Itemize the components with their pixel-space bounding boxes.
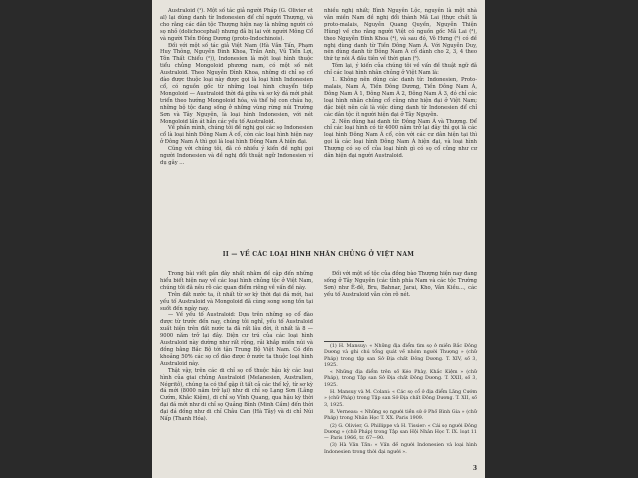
- paragraph: — Về yếu tố Australoid: Dựa trên những sọ cổ đào được từ trước đến nay, chúng tôi nghĩ, yếu tố Australoid xuất hiện trên đất nước ta đã rất lâu đời, ít nhất là 8 — 9000 năm trở lại đây. Diện cư trú của các loại hình Australoid này dường như rất rộng, rải khắp miền núi và đồng bằng Bắc Bộ tới tận Trung Bộ Việt Nam. Có đến khoảng 50% các sọ cổ đào được ở nước ta thuộc loại hình Australoid này.: [160, 312, 313, 367]
- paragraph: Trên đất nước ta, ít nhất từ sơ kỳ thời đại đá mới, hai yếu tố Australoid và Mongoloid đã cùng song song tồn tại suốt đến ngày nay.: [160, 291, 313, 312]
- right-column-top: [324, 8, 477, 160]
- page-number: 3: [472, 465, 477, 472]
- paragraph: Trong bài viết gần đây nhất nhằm đề cập đến những hiểu biết hiện nay về các loại hình chủng tộc ở Việt Nam, chúng tôi đã nêu rõ các quan điểm riêng về vấn đề này.: [160, 271, 313, 291]
- paragraph: Australoid (¹). Một số tác giả người Pháp (G. Olivier et al) lại dùng danh từ Indonesien để chỉ người Thượng, và cho rằng các dân tộc Thượng hiện nay là những người có sọ nhỏ (dolichocephal) nhưng đã bị lai với người Mông Cổ và người Tiền Đông Dương (proto-Indochinois).: [160, 8, 313, 42]
- paragraph: 2. Nên dùng hai danh từ: Đông Nam Á và Thượng. Để chỉ các loại hình có từ 4000 năm trở lại đây thì gọi là các loại hình Đông Nam Á cổ, còn với các cư dân hiện tại thì gọi là các loại hình Đông Nam Á hiện đại, và loại hình Thượng có sọ cổ của loại hình gì có sọ cổ cũng như cư dân hiện đại người Australoid.: [324, 118, 477, 160]
- left-column-bottom: [160, 271, 313, 423]
- footnotes: [324, 344, 477, 457]
- paragraph: Cũng với chúng tôi, đã có nhiều ý kiến đề nghị gọi người Indonesien và đề nghị đổi thuật ngữ Indonesien ví dụ gây ...: [160, 146, 313, 166]
- footnote: H. Mansuy và M. Colani: « Các sọ cổ ở địa điểm Lãng Cướm » (chữ Pháp) trong Tập san Sở Địa chất Đông Dương. T. XII, số 3, 1925.: [324, 390, 477, 408]
- paragraph: Đối với một số tộc của đồng bào Thượng hiện nay đang sống ở Tây Nguyên (các tỉnh phía Nam và các tộc Trường Sơn) như Ê-đê, Bru, Bahnar, Jarai, Kho, Vân Kiều..., các yếu tố Australoid vẫn còn rõ nét.: [324, 271, 477, 298]
- footnote-divider: [324, 341, 364, 342]
- footnote: (3) Hà Văn Tấn: « Vấn đề người Indonesien và loại hình Indonesien trong thời đại người ».: [324, 443, 477, 455]
- footnote: (1) H. Mansuy: « Những địa điểm tìm sọ ở miền Bắc Đông Dương và ghi chú tổng quát về nhóm người Thượng » (chữ Pháp) trong tập san Sở Địa chất Đông Dương. T. XIV, số 3, 1925.: [324, 344, 477, 368]
- footnote: R. Verneau: « Những sọ người tiền sử ở Phố Bình Gia » (chữ Pháp) trong Nhân Học T. XX. Paris 1909.: [324, 409, 477, 422]
- paragraph: Đối với một số tác giả Việt Nam (Hà Văn Tấn, Phạm Huy Thông, Nguyễn Đình Khoa, Trần Anh, Vũ Tiến Lợi, Tôn Thất Chiểu (²)), Indonesien là một loại hình thuộc tiểu chủng Mongoloid phương nam, có một số nét Australoid. Theo Nguyễn Đình Khoa, những di chỉ sọ cổ đào được thuộc loại này được gọi là loại hình Indonesien cổ, có nguồn gốc từ những loại hình chuyển tiếp Mongoloid — Australoid thời đá giữa và sơ kỳ đá mới phát triển theo hướng Mongoloid hóa, và thể hệ con cháu họ, những bộ tộc đang sống ở những vùng rừng núi Trường Sơn và Tây Nguyên, là loại hình Indonesien, với nét Mongoloid lấn át hẳn các yếu tố Australoid.: [160, 42, 313, 125]
- paragraph: nhiều nghị nhất; Bình Nguyên Lộc, nguyên là một nhà văn miền Nam đề nghị đổi thành Mã Lai (thực chất là proto-malais, Nguyễn Quang Quyền, Nguyễn Thiện Hùng) về cho rằng người Việt có nguồn gốc Mã Lai (³), theo Nguyễn Đình Khoa (⁴), và sau đó, Võ Hưng (⁵) có đề nghị dùng danh từ Tiền Đông Nam Á. Với Nguyễn Duy, nên dùng danh từ Đông Nam Á cổ dành cho 2, 3, 4 theo thứ tự nói Á đầu tiên về thời gian (⁶).: [324, 8, 477, 63]
- paragraph: Thật vậy, trên các di chỉ sọ cổ thuộc hậu kỳ các loại hình của giai chủng Australoid (Melanesien, Australien, Négritô), chúng ta có thể gặp ít tất cả các thế kỷ, từ sơ kỳ đá mới (8000 năm trở lại) như di chỉ sọ Lạng Sơn (Lãng Cướm, Khắc Kiệm), di chỉ sọ Vĩnh Quang, qua hậu kỳ thời đại đá mới như di chỉ sọ Quảng Bình (Minh Cầm) đến thời đại đá đồng như di chỉ Châu Can (Hà Tây) và di chỉ Núi Nấp (Thanh Hóa).: [160, 367, 313, 423]
- paragraph: Tóm lại, ý kiến của chúng tôi về vấn đề thuật ngữ đã chỉ các loại hình nhân chủng ở Việt Nam là:: [324, 63, 477, 77]
- footnote: « Những địa điểm trên số Kéo Phày, Khắc Kiệm » (chữ Pháp), trong Tập san Sở Địa chất Đông Dương. T. XXII, số 3, 1925.: [324, 370, 477, 388]
- paragraph: 1. Không nên dùng các danh từ: Indonesien, Proto-malais, Nam Á, Tiền Đông Dương, Tiền Đông Nam Á, Đông Nam Á 1, Đông Nam Á 2, Đông Nam Á 3, đó chỉ các loại hình nhân chủng cổ cũng như hiện đại ở Việt Nam; đặc biệt nên cải là việc dùng danh từ Indonesien để chỉ các dân tộc ít người hiện đại ở Tây Nguyên.: [324, 77, 477, 118]
- section-heading: II — VỀ CÁC LOẠI HÌNH NHÂN CHỦNG Ở VIỆT NAM: [222, 251, 415, 258]
- footnote: (2) G. Olivier, G. Phillippe và H. Tissier: « Cái sọ người Đông Dương » (chữ Pháp) trong Tập san Hội Nhân Học T. IX. loạt 11 — Paris 1966, tr. 67—90.: [324, 423, 477, 442]
- paragraph: Về phần mình, chúng tôi đề nghị gọi các sọ Indonesien cổ là loại hình Đông Nam Á cổ, còn các loại hình hiện nay ở Đông Nam Á thì gọi là loại hình Đông Nam Á hiện đại.: [160, 125, 313, 146]
- document-page: [152, 0, 485, 478]
- right-column-bottom: [324, 271, 477, 299]
- left-column-top: [160, 8, 313, 167]
